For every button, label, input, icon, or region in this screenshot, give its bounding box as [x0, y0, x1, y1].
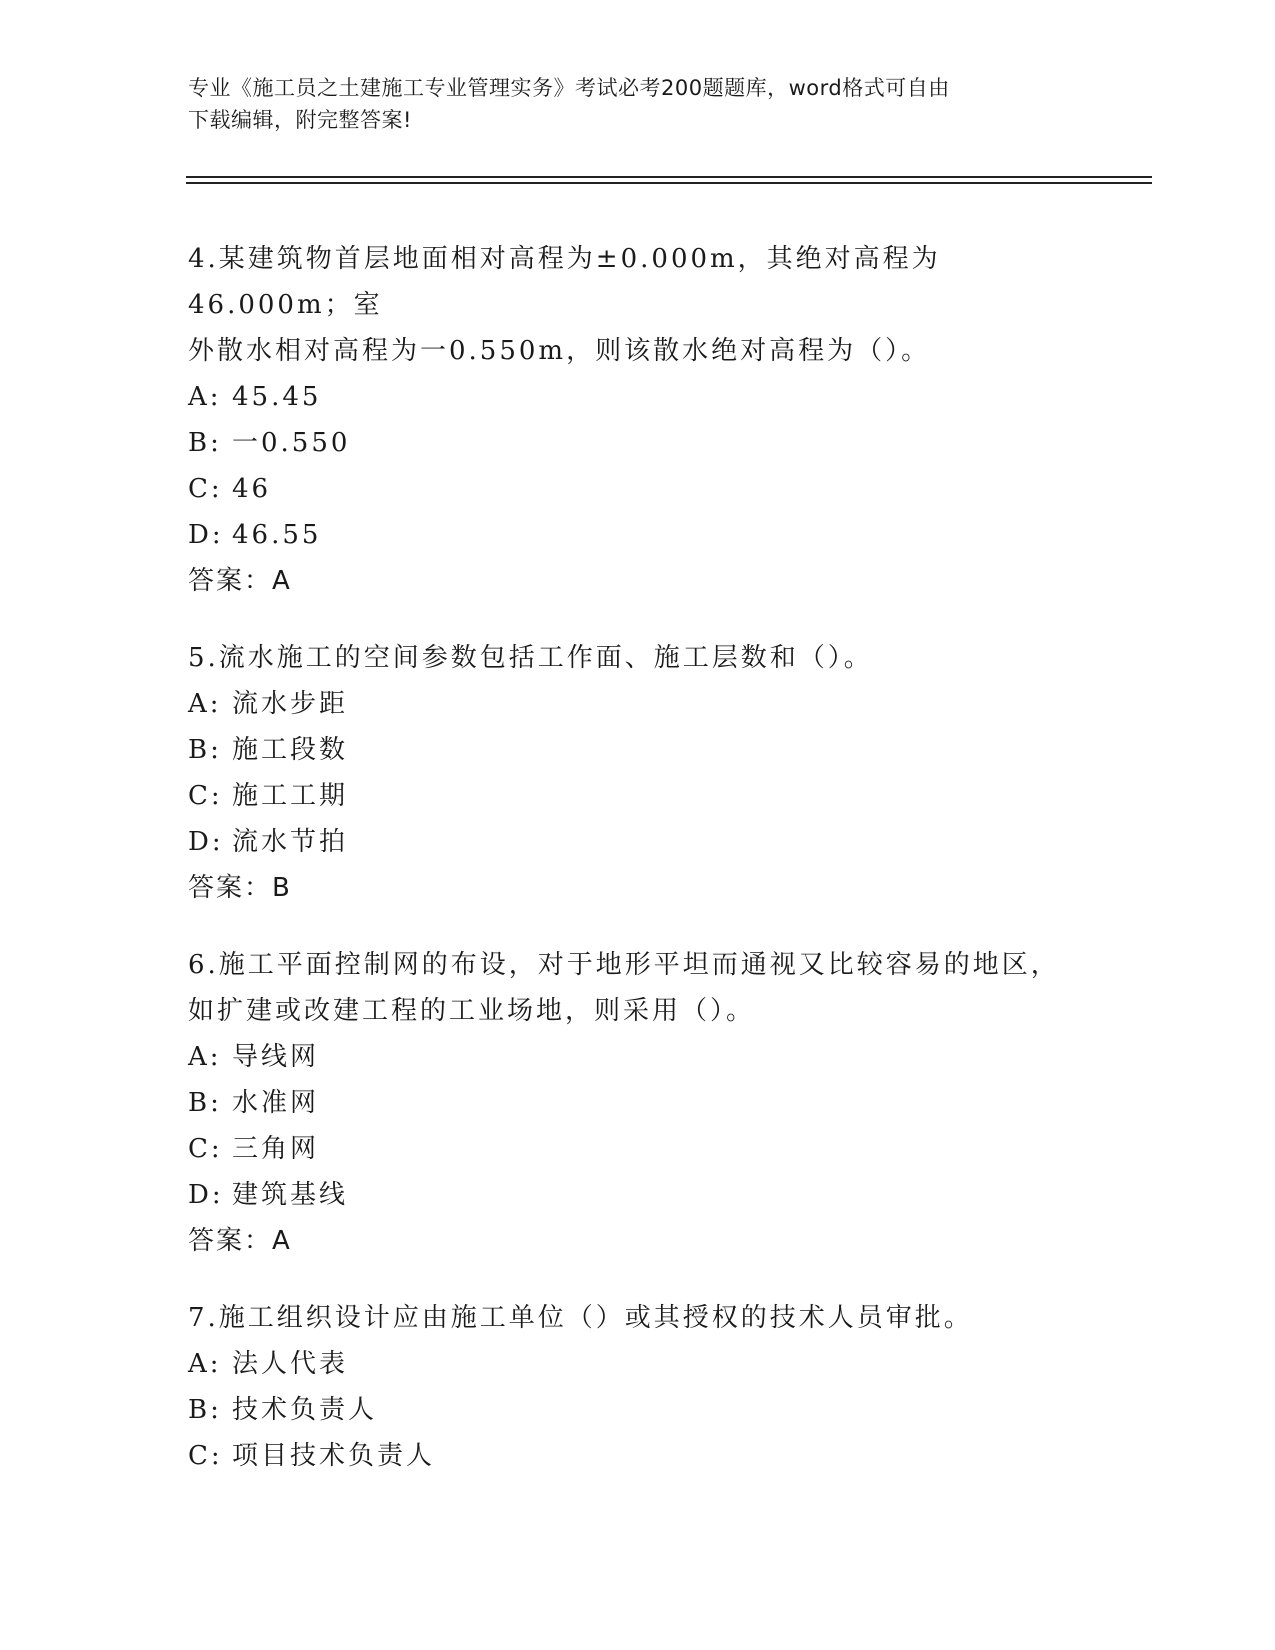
option-text: 一0.550	[232, 428, 351, 458]
option-text: 施工工期	[232, 781, 349, 811]
option-text: 45.45	[232, 382, 322, 412]
header-line-1: 专业《施工员之土建施工专业管理实务》考试必考200题题库，word格式可自由	[188, 76, 950, 100]
option-c	[188, 1126, 1088, 1172]
option-label: C:	[188, 1441, 223, 1471]
option-label: C:	[188, 474, 223, 504]
option-label: B:	[188, 1088, 222, 1118]
question-item	[188, 942, 1088, 1264]
question-text-line: 如扩建或改建工程的工业场地，则采用（）。	[188, 996, 756, 1026]
question-text-line: 7.施工组织设计应由施工单位（）或其授权的技术人员审批。	[188, 1303, 973, 1333]
option-text: 流水节拍	[232, 827, 349, 857]
header-line-2: 下载编辑，附完整答案!	[188, 108, 412, 132]
option-text: 法人代表	[232, 1349, 349, 1379]
option-label: B:	[188, 428, 222, 458]
answer-text: 答案：A	[188, 566, 292, 596]
header-divider-bottom	[186, 182, 1152, 184]
question-text-line: 外散水相对高程为一0.550m，则该散水绝对高程为（）。	[188, 336, 931, 366]
option-text: 建筑基线	[232, 1180, 349, 1210]
option-c	[188, 773, 1088, 819]
option-label: D:	[188, 520, 224, 550]
option-text: 技术负责人	[232, 1395, 378, 1425]
option-label: D:	[188, 827, 224, 857]
option-d	[188, 512, 1088, 558]
option-text: 水准网	[232, 1088, 320, 1118]
option-c	[188, 1433, 1088, 1479]
option-a	[188, 1341, 1088, 1387]
question-text-line: 5.流水施工的空间参数包括工作面、施工层数和（）。	[188, 643, 873, 673]
option-d	[188, 819, 1088, 865]
option-label: D:	[188, 1180, 224, 1210]
option-label: A:	[188, 382, 222, 412]
question-item	[188, 236, 1088, 604]
question-list	[188, 236, 1088, 1510]
option-a	[188, 1034, 1088, 1080]
option-label: C:	[188, 781, 223, 811]
option-c	[188, 466, 1088, 512]
option-a	[188, 681, 1088, 727]
document-header	[188, 72, 1088, 136]
option-text: 项目技术负责人	[232, 1441, 436, 1471]
question-item	[188, 1295, 1088, 1479]
question-text-line: 6.施工平面控制网的布设，对于地形平坦而通视又比较容易的地区，	[188, 950, 1060, 980]
option-d	[188, 1172, 1088, 1218]
option-label: B:	[188, 1395, 222, 1425]
option-text: 流水步距	[232, 689, 349, 719]
option-label: A:	[188, 689, 222, 719]
option-b	[188, 1080, 1088, 1126]
option-text: 三角网	[232, 1134, 320, 1164]
header-divider-top	[186, 176, 1152, 178]
option-label: A:	[188, 1042, 222, 1072]
question-text-line: 4.某建筑物首层地面相对高程为±0.000m，其绝对高程为46.000m；室	[188, 244, 941, 320]
option-text: 46	[232, 474, 272, 504]
answer-text: 答案：B	[188, 873, 292, 903]
option-label: C:	[188, 1134, 223, 1164]
question-item	[188, 635, 1088, 911]
answer-text: 答案：A	[188, 1226, 292, 1256]
option-b	[188, 420, 1088, 466]
option-label: B:	[188, 735, 222, 765]
option-b	[188, 727, 1088, 773]
option-text: 导线网	[232, 1042, 320, 1072]
option-text: 46.55	[232, 520, 322, 550]
option-text: 施工段数	[232, 735, 349, 765]
option-b	[188, 1387, 1088, 1433]
option-a	[188, 374, 1088, 420]
option-label: A:	[188, 1349, 222, 1379]
